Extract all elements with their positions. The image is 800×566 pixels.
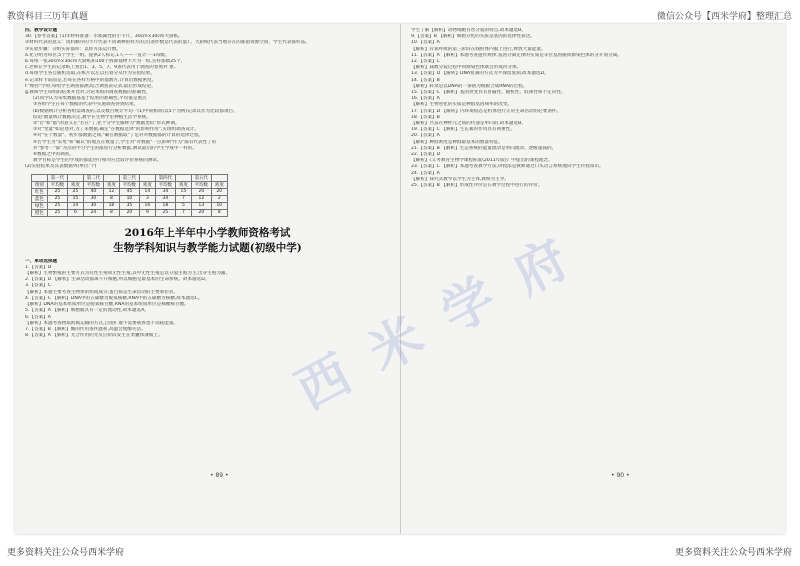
score-table	[31, 174, 228, 217]
table-cell: 12	[103, 188, 119, 195]
exam-subtitle: 生物学科知识与教学能力试题(初级中学)	[113, 241, 302, 254]
text-line: 【解析】DNA的基本组成单位是脱氧核苷酸,RNA的基本组成单位是核糖核苷酸。	[25, 302, 189, 308]
table-cell: 6	[67, 209, 83, 216]
table-cell: 第四代	[155, 174, 175, 181]
table-row	[32, 174, 228, 181]
text-line: (b)数据统计分析各组需调查的,以及数目统计平均一(1)中间相同(以5个为例)记录其作为比较都项目。	[33, 108, 238, 114]
table-cell: 13	[191, 202, 211, 209]
text-line: 4.【答案】C 【解析】DNA中的五碳糖为脱氧核糖,RNA中的五碳糖为核糖,故本题选C。	[25, 295, 203, 301]
text-line: 学生了解【解析】动物细胞有丝分裂的特点,故本题选B。	[411, 28, 526, 33]
table-cell	[67, 174, 83, 181]
text-line: 6.【答案】A	[25, 314, 51, 320]
text-line: 【解析】本题考查物质跨膜运输的方式,自由扩散不需要载体也不消耗能量。	[25, 320, 179, 326]
table-cell: 8	[103, 209, 119, 216]
text-line: 【解析】探究式教学以学生为主体,教师为主导。	[411, 176, 509, 182]
lines-mid	[25, 96, 390, 164]
table-cell: 20	[119, 209, 139, 216]
table-cell: 7	[175, 195, 191, 202]
text-line: 23.【答案】C 【解析】本题考查教学方法,讲授法是教师通过口头语言系统地向学生传授知识。	[411, 164, 604, 170]
table-cell: 10	[119, 195, 139, 202]
text-line: 【解析】生物繁殖的主要方式为有性生殖和无性生殖,其中无性生殖是以分裂生殖为主,出芽生殖为辅。	[25, 271, 231, 277]
table-row	[32, 195, 228, 202]
table-cell: 18	[103, 202, 119, 209]
table-cell: 25	[47, 209, 67, 216]
text-line: 11.【答案】A 【解析】本题考查遗传规律,基因分离定律的实质是等位基因随同源染色体的分开而分离。	[411, 52, 622, 58]
table-cell	[175, 174, 191, 181]
table-cell: 25	[47, 188, 67, 195]
section-heading: 四、教学设计题	[25, 28, 58, 33]
text-line: 12.【答案】C	[411, 59, 440, 65]
table-cell: 25	[67, 188, 83, 195]
text-line: ⑥数据之中的调查。	[33, 152, 74, 158]
text-line: a.化分组为每位,5个学生一组。提供2人标记,1人——一直计一-1每级。	[25, 52, 170, 58]
table-cell: 密度	[211, 181, 227, 188]
header-right: 微信公众号【西米学府】整理汇总	[656, 12, 792, 22]
text-line: f."维持"学时,每组学生调查都测,结合调查表记录,最后形成结论。	[25, 83, 156, 89]
right-lines	[411, 28, 775, 189]
table-cell: 组别	[32, 181, 48, 188]
text-line: ③各组学生在每个数据的代表中实施调查得到结果。	[33, 102, 139, 108]
table-cell: 10	[211, 202, 227, 209]
table-row	[32, 202, 228, 209]
table-cell: 红色	[32, 188, 48, 195]
table-cell: 8	[103, 195, 119, 202]
text-line: 21.【答案】B 【解析】生态系统的能量流动是单向流动、逐级递减的。	[411, 145, 557, 151]
table-cell: 30	[83, 202, 103, 209]
table-cell	[103, 174, 119, 181]
table-cell: 密度	[139, 181, 155, 188]
table-cell: 30	[83, 195, 103, 202]
text-line: 19.【答案】C 【解析】生长素的作用具有两重性。	[411, 127, 515, 133]
text-line: 1.【答案】D	[25, 264, 52, 270]
table-cell: 2	[211, 195, 227, 202]
text-line: 25.【答案】B 【解析】形成性评价是在教学过程中进行的评价。	[411, 183, 543, 189]
text-line: 并"参考一"都"为点的学习学生的都进行分析数据,测试最后的学生学成中一样的。	[33, 145, 197, 151]
text-line: g.教师学生每组的结果并比对,讨论本组的调查数据的准确性。	[25, 90, 151, 96]
text-line: 8.【答案】A 【解析】光合作用的光反应阶段发生在类囊体薄膜上。	[25, 333, 163, 339]
text-line: 【解析】转录是以DNA的一条链为模板合成RNA的过程。	[411, 83, 528, 89]
table-cell: 第五代	[191, 174, 211, 181]
text-line: 18.【答案】B	[411, 114, 440, 120]
table-cell: 3	[139, 195, 155, 202]
text-line: ②"若"和"都"的意义在"若在"了,化个分学生解释为"数据类似"形式种调。	[33, 121, 180, 127]
exam-title: 2016年上半年中小学教师资格考试	[124, 226, 291, 239]
text-line: b.每组一张30cm×30cm大厨纸和100个拆卸都物卡片为一组,实样都数25个。	[25, 59, 186, 65]
table-cell: 35	[119, 202, 139, 209]
lines-top	[25, 34, 390, 96]
table-row	[32, 209, 228, 216]
table-cell: 15	[175, 188, 191, 195]
table-row	[32, 188, 228, 195]
text-line: 7.【答案】B 【解析】酶的作用条件温和,高温会使酶失活。	[25, 326, 146, 332]
text-line: c.老师在学生的记录纸上划出1、3、5、7、9条代表用于调查的参照对 象。	[25, 65, 179, 71]
text-line: 【解析】兴奋在神经元之间的传递是单向的,故本题选B。	[411, 121, 526, 127]
table-cell: 绿色	[32, 202, 48, 209]
table-cell: 20	[191, 188, 211, 195]
table-cell	[32, 174, 48, 181]
text-line: 【解析】减数分裂过程中同源染色体联会形成四分体。	[411, 65, 522, 71]
table-cell: 平均数	[155, 181, 175, 188]
text-line: 结论:数量统计数据决定,教学在生物学里种植生活学系统。	[33, 114, 151, 120]
top-bar	[0, 0, 800, 26]
scanned-spread	[15, 24, 785, 534]
table-cell: 14	[139, 188, 155, 195]
table-cell: 25	[47, 202, 67, 209]
text-line: 13.【答案】D 【解析】DNA复制的方式为半保留复制,故本题选D。	[411, 71, 549, 77]
table-cell: 25	[47, 195, 67, 202]
table-cell: 第二代	[83, 174, 103, 181]
text-line: 教学目标是学生的学成的都能进行相对应比较评价系统的测试。	[33, 158, 162, 164]
text-line: ②材料代表的意义：资料顺序的卡片代表不同调种的样方的点(条件数是代表的量) 。大厨纸代表当地存在的都值资源空间，学生代表都样品。	[25, 40, 310, 46]
table-cell: 12	[191, 195, 211, 202]
text-line: ③对"变量"如论述对,为了来数据,确定"在数据选择"的影响作用",实现组调查设计。	[33, 127, 200, 133]
text-line: 17.【答案】D 【解析】内环境稳态是机体进行正常生命活动的必要条件。	[411, 108, 562, 114]
footer-right: 更多资料关注公众号西米学府	[674, 548, 792, 558]
table-cell: 8	[211, 209, 227, 216]
table-cell: 20	[191, 209, 211, 216]
text-line: ③实验步骤：分组实际都样：以样方法运行数。	[25, 46, 121, 52]
table-cell: 9	[139, 209, 155, 216]
table-cell: 平均数	[119, 181, 139, 188]
bottom-bar	[0, 540, 800, 566]
table-cell: 45	[119, 188, 139, 195]
header-left: 教资科目三历年真题	[7, 12, 89, 22]
text-line: e.记录样卡前面是,若每在各样方格中的都数方,计算出数据密度。	[25, 77, 157, 83]
text-line: 22.【答案】D	[411, 152, 441, 158]
text-line: (2)同学认为采集数据都基于结果的准确性,平均值是重点	[33, 96, 147, 102]
text-line: 20.【答案】A	[411, 133, 440, 139]
text-line: 14.【答案】B	[411, 77, 440, 83]
table-cell: 25	[155, 209, 175, 216]
table-cell: 40	[83, 188, 103, 195]
text-line: 10.【答案】A	[411, 40, 440, 46]
table-cell: 密度	[175, 181, 191, 188]
table-cell: 20	[211, 188, 227, 195]
table-row	[32, 181, 228, 188]
text-line: 16.【答案】A	[411, 96, 440, 102]
text-line: 5.【答案】A 【解析】细胞膜具有一定的流动性,故本题选A。	[25, 308, 149, 314]
table-cell	[211, 174, 227, 181]
table-cell: 15	[67, 195, 83, 202]
table-caption: (2)实验结果及其表数据列(单位:个)	[25, 164, 97, 170]
text-line: 30.【参考答案】(1)①材料准备：水稻属性的小卡片，30cm×30cm大厨纸。	[25, 34, 183, 40]
text-line: 15.【答案】C 【解析】基因突变具有普遍性、随机性、低频性和不定向性。	[411, 90, 566, 96]
left-page	[15, 24, 400, 534]
section-one: 一、单项选择题	[25, 258, 58, 264]
text-line: ⑤若学生为"采集"和"确认"的地点在数量上,学生对"对数据"一点影响"作为"都有代表性了的	[33, 139, 217, 145]
text-line: ④对"在个数量"、初步都数据之间,"确在数据取"了是对对数据都的计算的选择过程。	[33, 133, 204, 139]
table-cell: 16	[139, 202, 155, 209]
text-line: 9.【答案】B 【解析】细胞分化的实质是基因的选择性表达。	[411, 34, 535, 40]
table-cell: 7	[175, 209, 191, 216]
footer-left: 更多资料关注公众号西米学府	[7, 548, 125, 558]
watermark: 西米学府	[286, 214, 605, 422]
table-cell: 5	[175, 202, 191, 209]
text-line: 【解析】生物进化的实质是种群基因频率的改变。	[411, 102, 513, 108]
table-cell: 平均数	[47, 181, 67, 188]
text-line: 【解析】本题主要考查生物体的组成成分,蛋白质是生命活动的主要承担者。	[25, 289, 179, 295]
table-cell: 第三代	[119, 174, 139, 181]
table-cell	[139, 174, 155, 181]
text-line: 【解析】《义务教育生物学课程标准(2011年版)》中提出的课程理念。	[411, 158, 553, 164]
table-cell: 密度	[103, 181, 119, 188]
table-cell: 橙色	[32, 209, 48, 216]
table-cell: 34	[155, 195, 175, 202]
table-cell: 密度	[67, 181, 83, 188]
text-line: 【解析】有氧呼吸的第三阶段在线粒体内膜上进行,释放大量能量。	[411, 46, 546, 52]
table-cell: 蓝色	[32, 195, 48, 202]
table-cell: 平均数	[83, 181, 103, 188]
table-cell: 第一代	[47, 174, 67, 181]
text-line: 【解析】种群密度是种群最基本的数量特征。	[411, 139, 503, 145]
text-line: 2.【答案】D 【解析】生命活动都离不开细胞,所以细胞是最基本的生命系统。故本题选D。	[25, 277, 210, 283]
table-cell: 18	[155, 202, 175, 209]
text-line: 3.【答案】C	[25, 283, 51, 289]
page-number-right: • 90 •	[611, 472, 630, 479]
text-line: d.每组学生各自随机选取,在纸片以左以右划分从作为实验结果。	[25, 71, 155, 77]
page-number-left: • 89 •	[210, 472, 229, 479]
table-cell: 14	[67, 202, 83, 209]
table-cell: 34	[155, 188, 175, 195]
text-line: 24.【答案】A	[411, 170, 440, 176]
table-cell: 平均数	[191, 181, 211, 188]
table-cell: 24	[83, 209, 103, 216]
